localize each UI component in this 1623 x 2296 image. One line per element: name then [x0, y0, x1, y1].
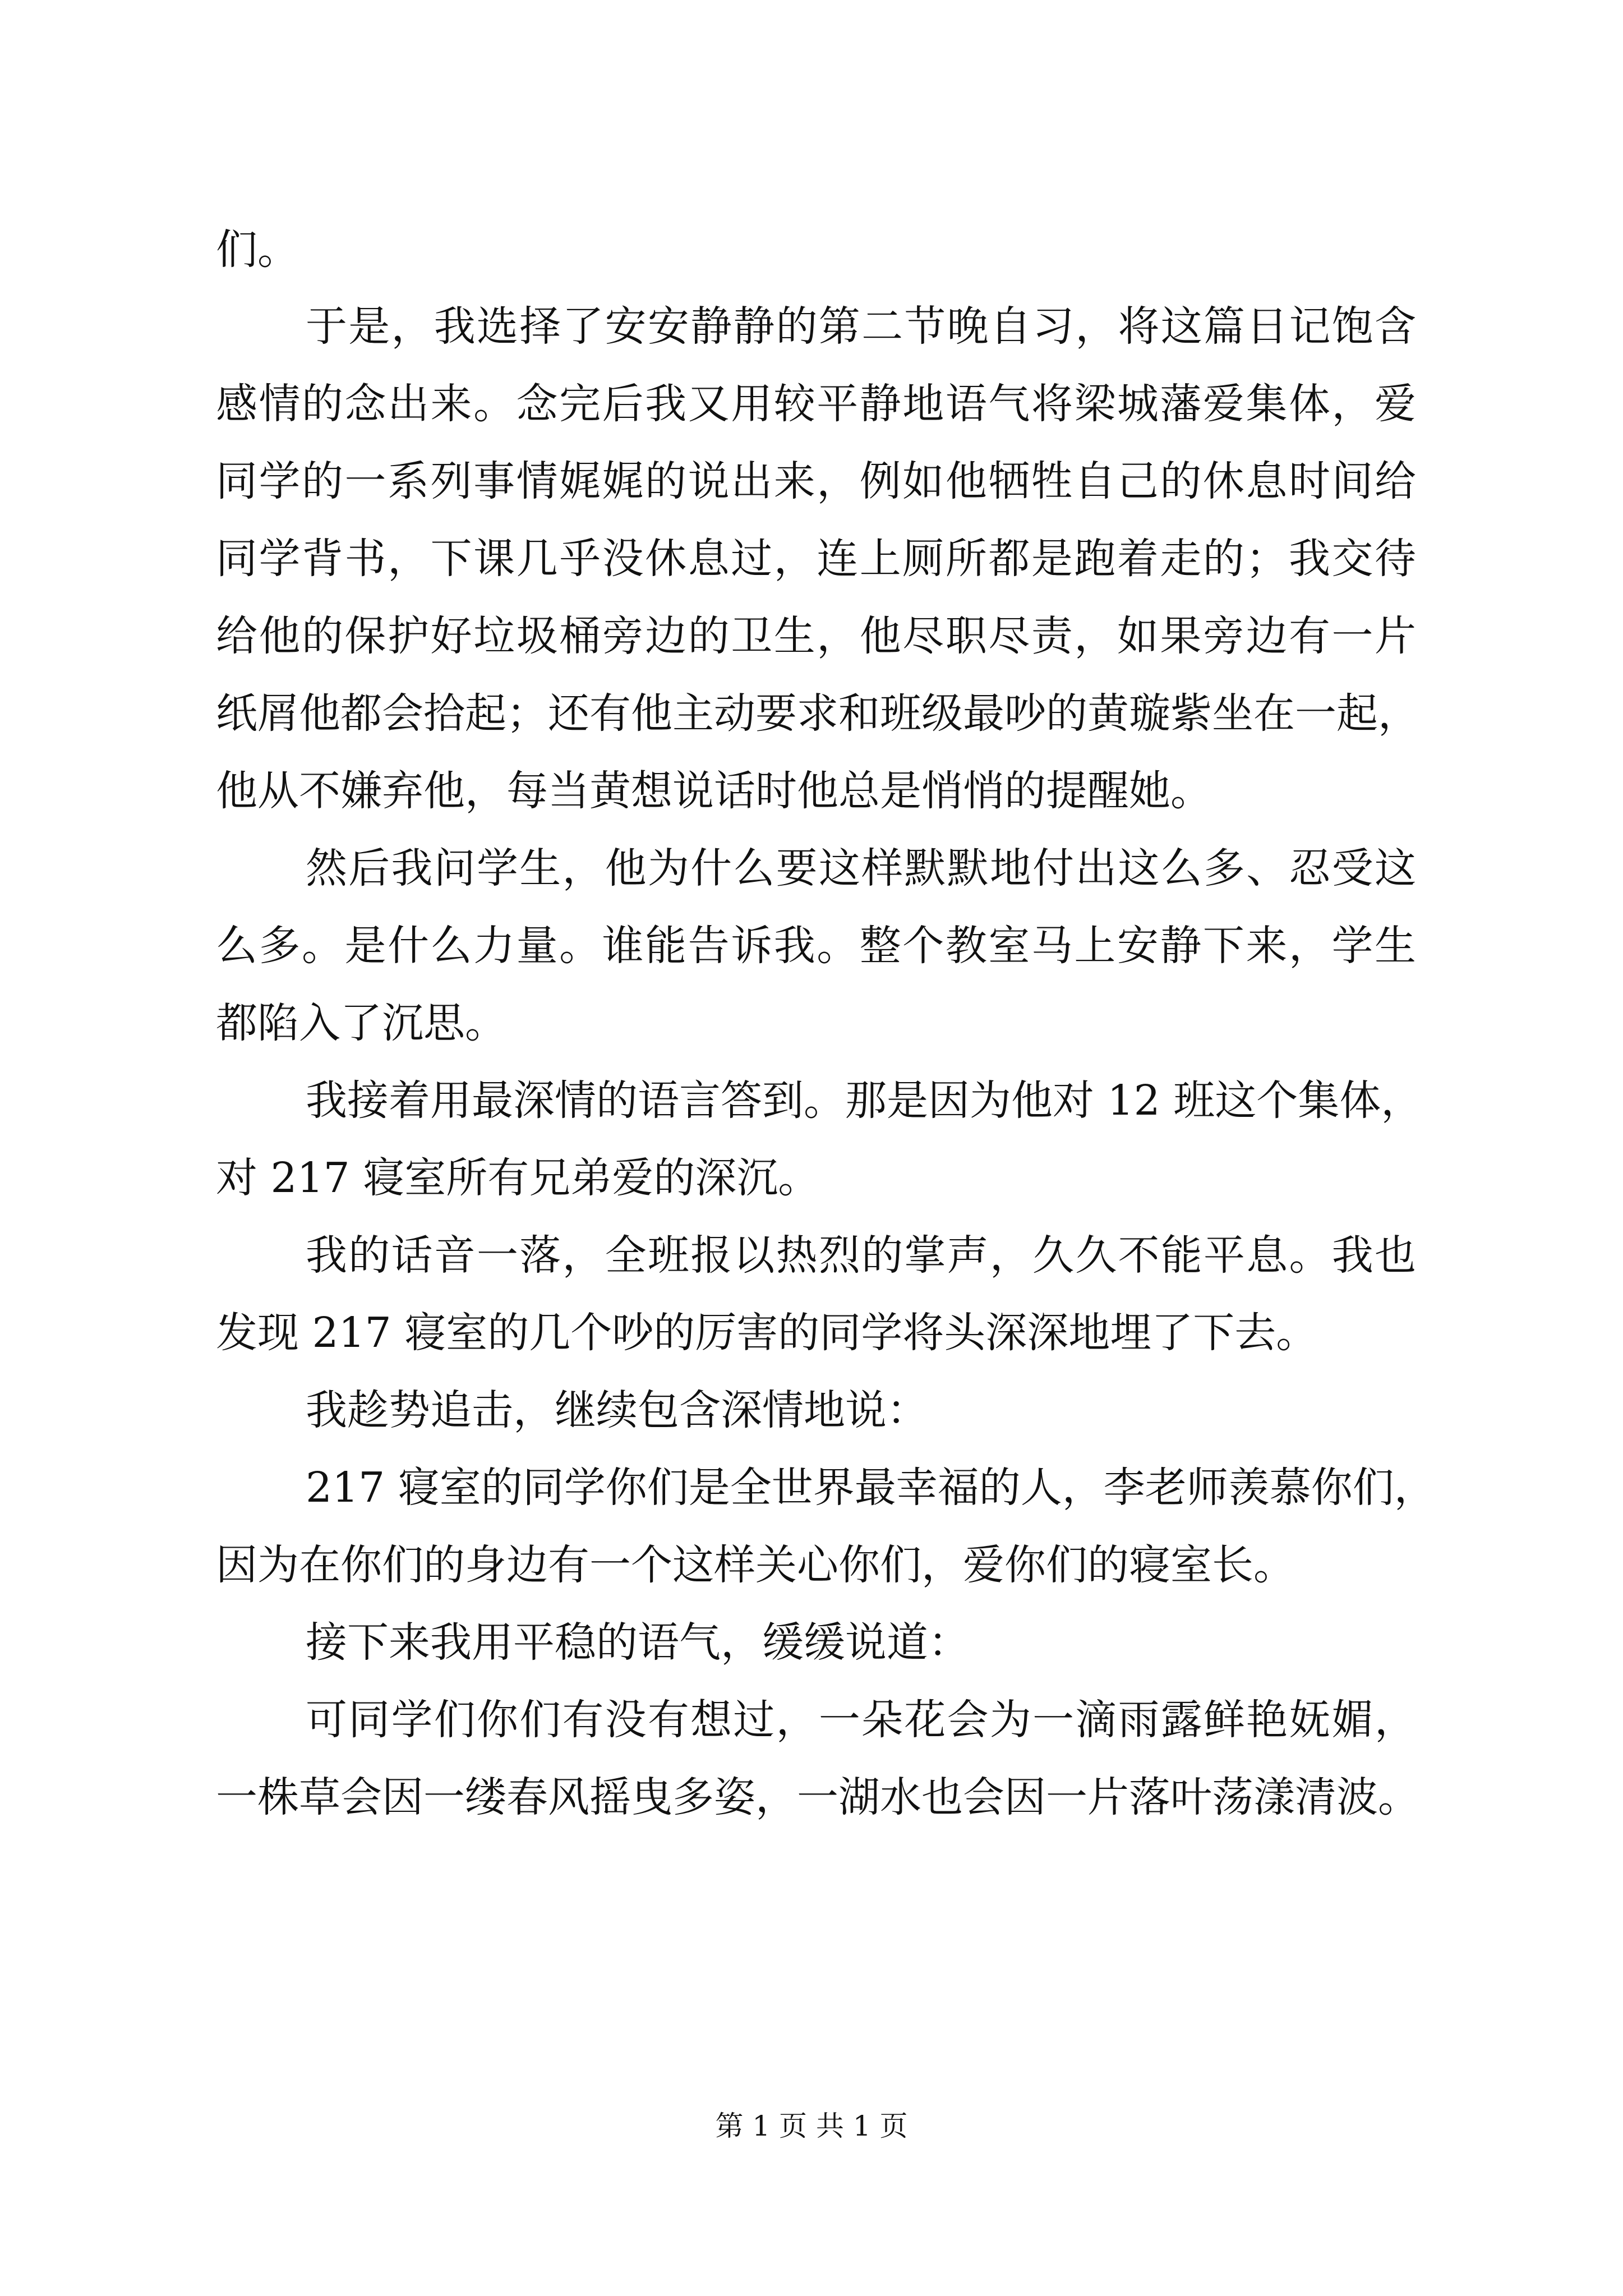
text-line: 217 寝室的同学你们是全世界最幸福的人，李老师羡慕你们，: [306, 1464, 1436, 1512]
text-line: 同学背书，下课几乎没休息过，连上厕所都是跑着走的；我交待: [216, 535, 1416, 583]
text-line: 们。: [216, 226, 299, 274]
text-line: 我趁势追击，继续包含深情地说：: [306, 1386, 928, 1434]
text-line: 我的话音一落，全班报以热烈的掌声，久久不能平息。我也: [306, 1231, 1416, 1280]
text-line: 感情的念出来。念完后我又用较平静地语气将梁城藩爱集体，爱: [216, 380, 1416, 428]
text-line: 纸屑他都会拾起；还有他主动要求和班级最吵的黄璇紫坐在一起，: [216, 689, 1419, 738]
text-line: 给他的保护好垃圾桶旁边的卫生，他尽职尽责，如果旁边有一片: [216, 612, 1416, 660]
text-line: 一株草会因一缕春风摇曳多姿，一湖水也会因一片落叶荡漾清波。: [216, 1773, 1419, 1821]
text-line: 于是，我选择了安安静静的第二节晚自习，将这篇日记饱含: [306, 302, 1416, 351]
page-number-footer: 第 1 页 共 1 页: [715, 2110, 908, 2142]
text-line: 可同学们你们有没有想过，一朵花会为一滴雨露鲜艳妩媚，: [306, 1696, 1416, 1744]
text-line: 他从不嫌弃他，每当黄想说话时他总是悄悄的提醒她。: [216, 767, 1212, 815]
text-line: 接下来我用平稳的语气，缓缓说道：: [306, 1618, 970, 1667]
text-line: 我接着用最深情的语言答到。那是因为他对 12 班这个集体，: [306, 1076, 1423, 1125]
text-line: 然后我问学生，他为什么要这样默默地付出这么多、忍受这: [306, 844, 1416, 892]
text-line: 么多。是什么力量。谁能告诉我。整个教室马上安静下来，学生: [216, 922, 1416, 970]
text-line: 同学的一系列事情娓娓的说出来，例如他牺牲自己的休息时间给: [216, 457, 1416, 505]
text-line: 发现 217 寝室的几个吵的厉害的同学将头深深地埋了下去。: [216, 1309, 1318, 1357]
text-line: 因为在你们的身边有一个这样关心你们，爱你们的寝室长。: [216, 1541, 1295, 1589]
text-line: 都陷入了沉思。: [216, 999, 506, 1047]
text-line: 对 217 寝室所有兄弟爱的深沉。: [216, 1154, 820, 1202]
